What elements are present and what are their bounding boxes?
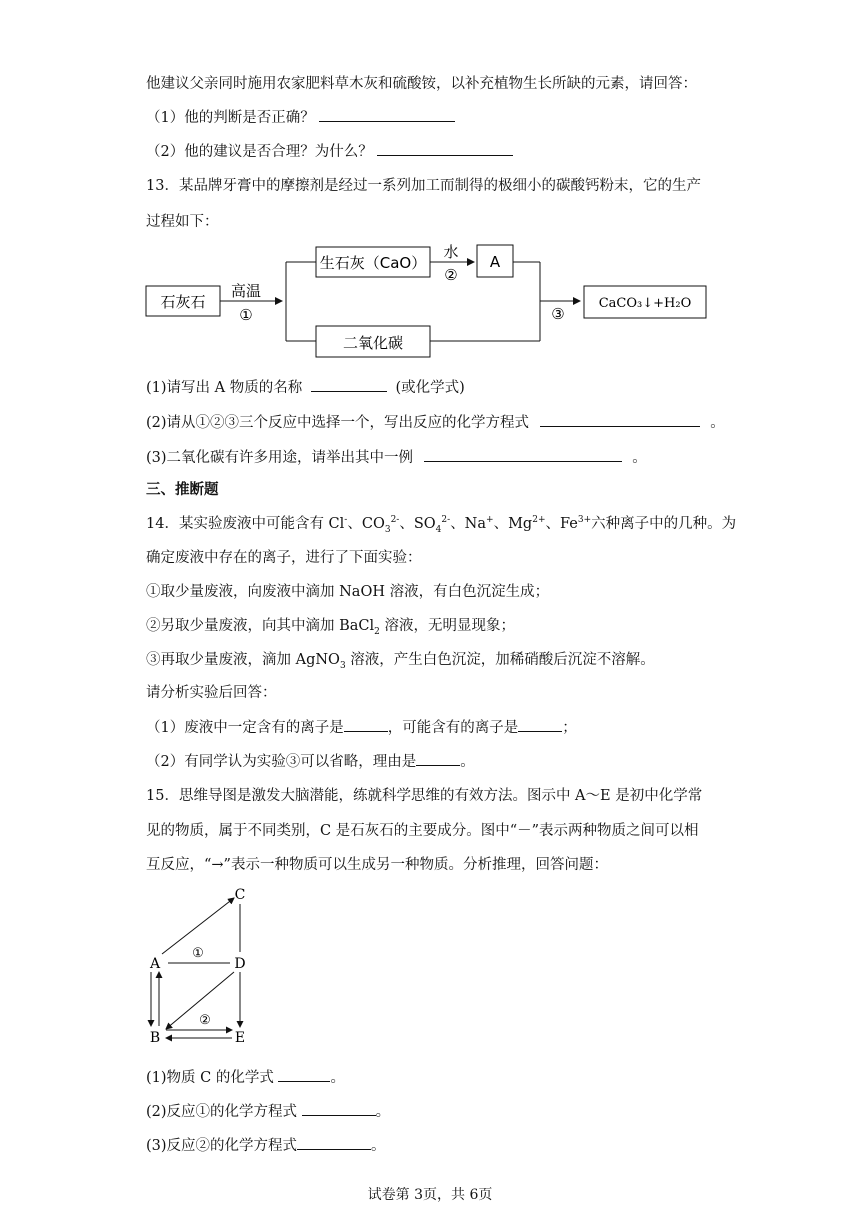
water-label: 水 (443, 243, 459, 261)
q14-sub2 (146, 751, 475, 772)
limestone-flow-diagram (0, 240, 860, 360)
high-temp-label: 高温 (230, 282, 262, 300)
q14-exp3-a: ③再取少量废液，滴加 AgNO (146, 652, 340, 668)
q14-stem-line2: 确定废液中存在的离子，进行了下面实验： (146, 550, 422, 566)
q13-sub1 (146, 377, 465, 398)
sup-so4: 2- (441, 515, 451, 526)
q15-sub3-end: 。 (371, 1138, 386, 1154)
q13-sub2-end: 。 (710, 415, 725, 431)
q14-sub2-a: （2）有同学认为实验③可以省略，理由是 (146, 754, 417, 770)
node-b: B (149, 1030, 161, 1046)
q15-sub1-end: 。 (330, 1070, 345, 1086)
q14-text-b: 、CO (347, 516, 385, 532)
sup-cl: - (344, 515, 348, 526)
q13-stem-line2: 过程如下： (146, 214, 219, 230)
q14-sub1-blank1[interactable] (344, 717, 388, 732)
reaction1-label: ① (192, 946, 204, 961)
sup-na: + (486, 515, 494, 526)
q12-sub2-text: （2）他的建议是否合理？为什么？ (146, 144, 373, 160)
q14-text-d: 、Na (450, 516, 487, 532)
q12-sub1 (146, 107, 455, 128)
q15-stem-line1: 15．思维导图是激发大脑潜能，练就科学思维的有效方法。图示中 A～E 是初中化学常 (146, 788, 703, 804)
q14-sub1 (146, 717, 577, 738)
sup-mg: 2+ (532, 515, 546, 526)
q14-text-c: 、SO (399, 516, 436, 532)
q12-intro: 他建议父亲同时施用农家肥料草木灰和硫酸铵，以补充植物生长所缺的元素，请回答： (146, 76, 697, 92)
q14-exp2-b: 溶液，无明显现象； (379, 618, 515, 634)
q14-exp3 (146, 650, 655, 670)
q13-stem-line1: 13．某品牌牙膏中的摩擦剂是经过一系列加工而制得的极细小的碳酸钙粉末，它的生产 (146, 178, 701, 194)
q13-sub2 (146, 412, 725, 433)
q15-stem-line2: 见的物质，属于不同类别，C 是石灰石的主要成分。图中“－”表示两种物质之间可以相 (146, 823, 699, 839)
q14-sub1-blank2[interactable] (518, 717, 562, 732)
q13-sub1-blank[interactable] (311, 377, 387, 392)
q14-sub1-c: ； (562, 720, 577, 736)
co2-label: 二氧化碳 (342, 334, 404, 352)
sub-bacl2: 2 (374, 626, 380, 637)
a-label: A (489, 253, 501, 271)
relation-diagram (140, 882, 300, 1052)
step2-label: ② (444, 266, 458, 284)
q14-exp1: ①取少量废液，向废液中滴加 NaOH 溶液，有白色沉淀生成； (146, 584, 550, 600)
q14-ask: 请分析实验后回答： (146, 685, 277, 701)
reaction2-label: ② (199, 1013, 211, 1028)
sub-co3: 3 (384, 524, 391, 535)
step3-label: ③ (551, 305, 565, 323)
sub-agno3: 3 (339, 660, 346, 671)
q14-stem-line1 (146, 514, 736, 534)
q12-sub2-blank[interactable] (377, 141, 513, 156)
q14-exp3-b: 溶液，产生白色沉淀，加稀硝酸后沉淀不溶解。 (345, 652, 655, 668)
q12-sub1-text: （1）他的判断是否正确？ (146, 110, 315, 126)
q14-text-a: 14．某实验废液中可能含有 Cl (146, 516, 345, 532)
q14-sub2-b: 。 (460, 754, 475, 770)
sup-fe: 3+ (577, 515, 592, 526)
q14-exp2-a: ②另取少量废液，向其中滴加 BaCl (146, 618, 375, 634)
sub-so4: 4 (435, 524, 442, 535)
q14-text-g: 六种离子中的几种。为 (591, 516, 737, 532)
q15-sub2 (146, 1101, 390, 1122)
node-c: C (234, 887, 246, 903)
q14-exp2 (146, 616, 515, 636)
q13-sub1-text: (1)请写出 A 物质的名称 (146, 380, 303, 396)
q15-sub3-blank[interactable] (297, 1135, 371, 1150)
q15-sub1 (146, 1067, 345, 1088)
q13-sub1-tail: (或化学式) (395, 380, 465, 396)
q15-sub1-blank[interactable] (278, 1067, 330, 1082)
node-e: E (234, 1030, 246, 1046)
page-footer: 试卷第 3页，共 6页 (367, 1187, 493, 1203)
q15-sub3-text: (3)反应②的化学方程式 (146, 1138, 298, 1154)
quicklime-label: 生石灰（CaO） (319, 254, 427, 272)
section-title: 三、推断题 (146, 481, 219, 498)
q13-sub3-text: (3)二氧化碳有许多用途，请举出其中一例 (146, 450, 414, 466)
q12-sub1-blank[interactable] (319, 107, 455, 122)
q13-sub3 (146, 447, 647, 468)
product-label: CaCO₃↓+H₂O (598, 296, 692, 311)
q15-sub3 (146, 1135, 386, 1156)
q15-stem-line3: 互反应，“→”表示一种物质可以生成另一种物质。分析推理，回答问题： (146, 857, 608, 873)
q13-sub2-text: (2)请从①②③三个反应中选择一个，写出反应的化学方程式 (146, 415, 530, 431)
q13-sub3-blank[interactable] (424, 447, 622, 462)
q15-sub2-end: 。 (375, 1104, 391, 1120)
q14-text-f: 、Fe (545, 516, 578, 532)
q13-sub2-blank[interactable] (540, 412, 700, 427)
q14-text-e: 、Mg (493, 516, 533, 532)
q14-sub1-a: （1）废液中一定含有的离子是 (146, 720, 344, 736)
sup-co3: 2- (390, 515, 400, 526)
limestone-label: 石灰石 (160, 293, 206, 311)
node-a: A (149, 956, 161, 972)
q15-sub1-text: (1)物质 C 的化学式 (146, 1070, 274, 1086)
q14-sub2-blank[interactable] (416, 751, 460, 766)
q15-sub2-text: (2)反应①的化学方程式 (146, 1104, 298, 1120)
node-d: D (234, 956, 246, 972)
q12-sub2 (146, 141, 513, 162)
step1-label: ① (239, 306, 253, 324)
q14-sub1-b: ，可能含有的离子是 (387, 720, 519, 736)
q15-sub2-blank[interactable] (302, 1101, 376, 1116)
q13-sub3-end: 。 (632, 450, 647, 466)
